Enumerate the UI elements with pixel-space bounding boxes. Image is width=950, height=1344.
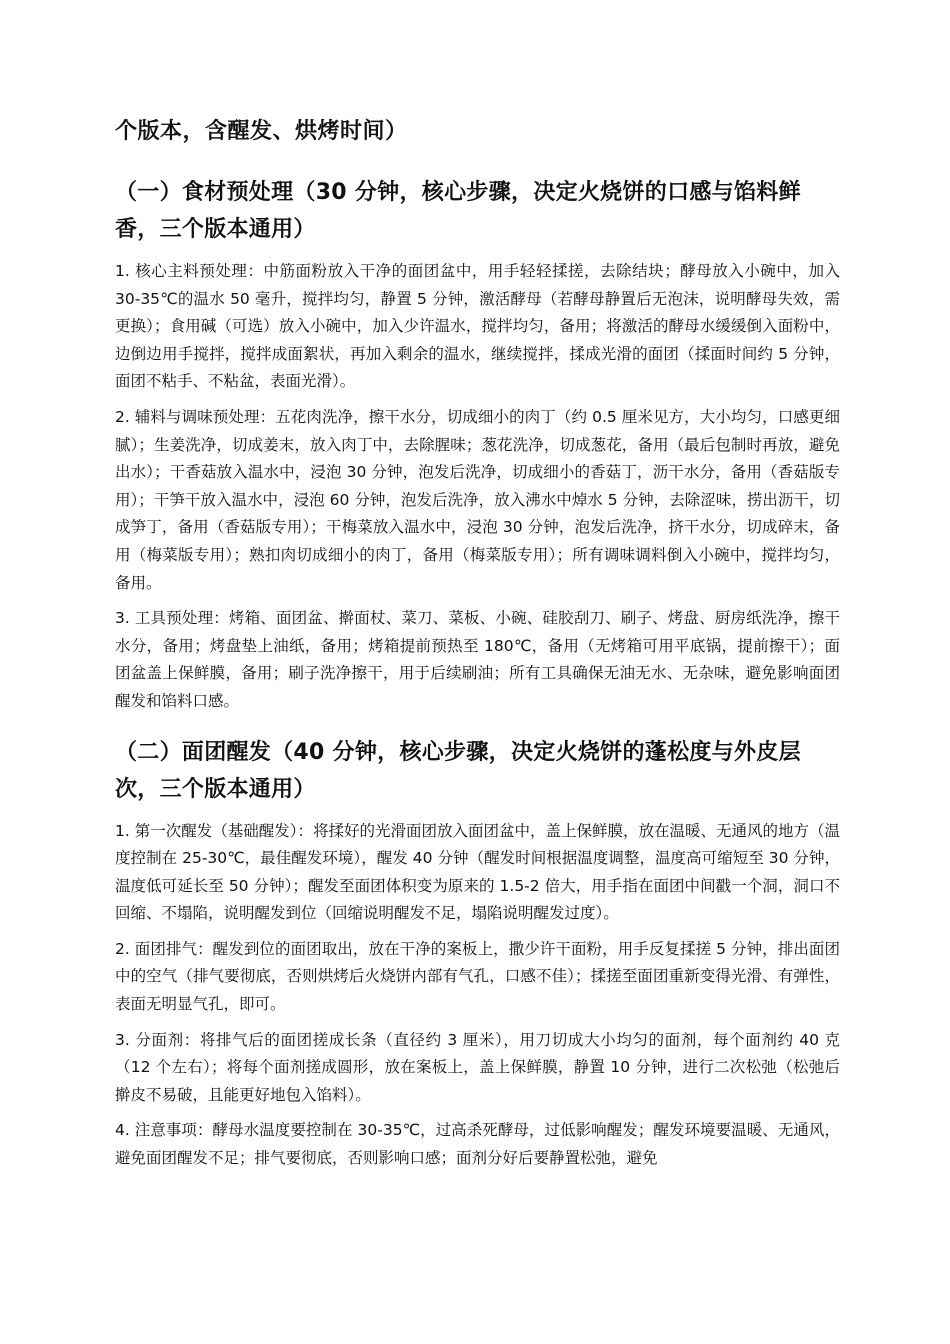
paragraph: 3. 工具预处理：烤箱、面团盆、擀面杖、菜刀、菜板、小碗、硅胶刮刀、刷子、烤盘、厨房纸洗净，擦干水分，备用；烤盘垫上油纸，备用；烤箱提前预热至 180℃，备用（无烤箱可用平底锅，提前擦干）；面团盆盖上保鲜膜，备用；刷子洗净擦干，用于后续刷油；所有工具确保无油无水、无杂味，避免影响面团醒发和馅料口感。 — [115, 609, 840, 710]
paragraph: 2. 辅料与调味预处理：五花肉洗净，擦干水分，切成细小的肉丁（约 0.5 厘米见方，大小均匀，口感更细腻）；生姜洗净，切成姜末，放入肉丁中，去除腥味；葱花洗净，切成葱花，备用（最后包制时再放，避免出水）；干香菇放入温水中，浸泡 30 分钟，泡发后洗净，切成细小的香菇丁，沥干水分，备用（香菇版专用）；干笋干放入温水中，浸泡 60 分钟，泡发后洗净，放入沸水中焯水 5 分钟，去除涩味，捞出沥干，切成笋丁，备用（香菇版专用）；干梅菜放入温水中，浸泡 30 分钟，泡发后洗净，挤干水分，切成碎末，备用（梅菜版专用）；熟扣肉切成细小的肉丁，备用（梅菜版专用）；所有调味调料倒入小碗中，搅拌均匀，备用。 — [115, 407, 840, 592]
paragraph: 1. 第一次醒发（基础醒发）：将揉好的光滑面团放入面团盆中，盖上保鲜膜，放在温暖、无通风的地方（温度控制在 25-30℃，最佳醒发环境），醒发 40 分钟（醒发时间根据温度调整，温度高可缩短至 30 分钟，温度低可延长至 50 分钟）；醒发至面团体积变为原来的 1.5-2 倍大，用手指在面团中间戳一个洞，洞口不回缩、不塌陷，说明醒发到位（回缩说明醒发不足，塌陷说明醒发过度）。 — [115, 821, 840, 923]
section-heading: （二）面团醒发（40 分钟，核心步骤，决定火烧饼的蓬松度与外皮层次，三个版本通用） — [115, 739, 801, 802]
paragraph: 4. 注意事项：酵母水温度要控制在 30-35℃，过高杀死酵母，过低影响醒发；醒发环境要温暖、无通风，避免面团醒发不足；排气要彻底，否则影响口感；面剂分好后要静置松弛，避免 — [115, 1121, 840, 1168]
section-ingredient-prep — [115, 174, 840, 716]
paragraph: 1. 核心主料预处理：中筋面粉放入干净的面团盆中，用手轻轻揉搓，去除结块；酵母放入小碗中，加入 30-35℃的温水 50 毫升，搅拌均匀，静置 5 分钟，激活酵母（若酵母静置后无泡沫，说明酵母失效，需更换）；食用碱（可选）放入小碗中，加入少许温水，搅拌均匀，备用；将激活的酵母水缓缓倒入面粉中，边倒边用手搅拌，搅拌成面絮状，再加入剩余的温水，继续搅拌，揉成光滑的面团（揉面时间约 5 分钟，面团不粘手、不粘盆，表面光滑）。 — [115, 262, 840, 391]
section-heading: （一）食材预处理（30 分钟，核心步骤，决定火烧饼的口感与馅料鲜香，三个版本通用） — [115, 180, 801, 242]
paragraph: 3. 分面剂：将排气后的面团搓成长条（直径约 3 厘米），用刀切成大小均匀的面剂，每个面剂约 40 克（12 个左右）；将每个面剂搓成圆形，放在案板上，盖上保鲜膜，静置 10 分钟，进行二次松弛（松弛后擀皮不易破，且能更好地包入馅料）。 — [115, 1030, 840, 1104]
document-page — [115, 112, 840, 1181]
page-title: 个版本，含醒发、烘烤时间） — [115, 119, 408, 144]
paragraph: 2. 面团排气：醒发到位的面团取出，放在干净的案板上，撒少许干面粉，用手反复揉搓 5 分钟，排出面团中的空气（排气要彻底，否则烘烤后火烧饼内部有气孔，口感不佳）；揉搓至面团重新变得光滑、有弹性，表面无明显气孔，即可。 — [115, 939, 840, 1014]
section-dough-proofing — [115, 734, 840, 1173]
